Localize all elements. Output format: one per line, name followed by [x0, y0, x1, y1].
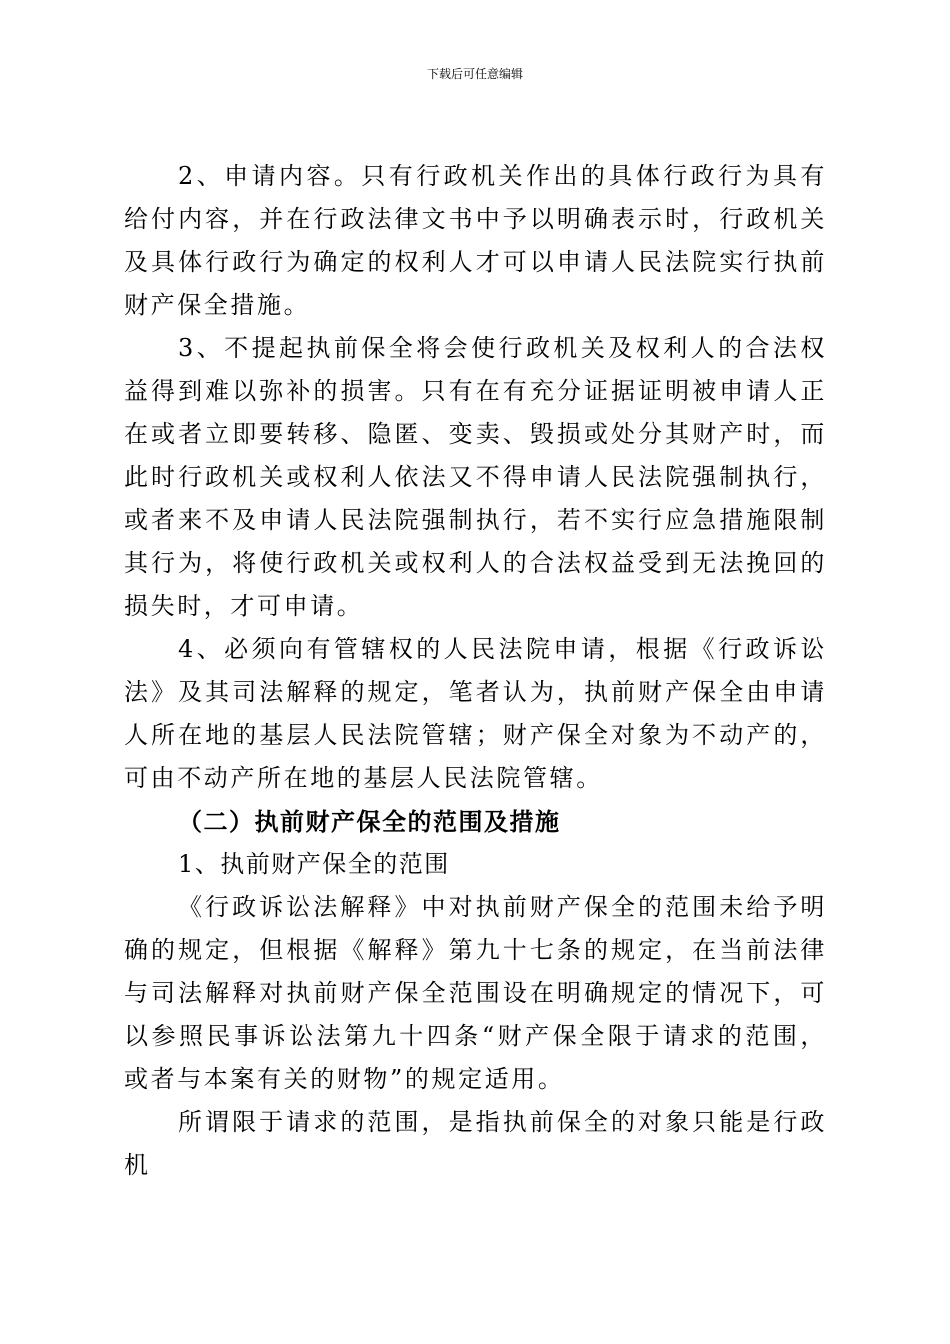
subsection-heading: 1、执前财产保全的范围 — [178, 850, 450, 878]
paragraph-application-content: 2、申请内容。只有行政机关作出的具体行政行为具有给付内容，并在行政法律文书中予以明确表示时，行政机关及具体行政行为确定的权利人才可以申请人民法院实行执前财产保全措施。 — [124, 162, 827, 319]
page-header-note: 下载后可任意编辑 — [426, 67, 523, 81]
document-body — [124, 155, 827, 1187]
paragraph-scope: 《行政诉讼法解释》中对执前财产保全的范围未给予明确的规定，但根据《解释》第九十七条的规定，在当前法律与司法解释对执前财产保全范围设在明确规定的情况下，可以参照民事诉讼法第九十四条“财产保全限于请求的范围，或者与本案有关的财物”的规定适用。 — [124, 893, 827, 1093]
section-heading: （二）执前财产保全的范围及措施 — [178, 807, 561, 836]
paragraph-request-scope: 所谓限于请求的范围，是指执前保全的对象只能是行政机 — [124, 1108, 827, 1179]
paragraph-jurisdiction: 4、必须向有管辖权的人民法院申请，根据《行政诉讼法》及其司法解释的规定，笔者认为，执前财产保全由申请人所在地的基层人民法院管辖；财产保全对象为不动产的，可由不动产所在地的基层人民法院管辖。 — [124, 635, 827, 792]
paragraph-irreparable-harm: 3、不提起执前保全将会使行政机关及权利人的合法权益得到难以弥补的损害。只有在有充分证据证明被申请人正在或者立即要转移、隐匿、变卖、毁损或处分其财产时，而此时行政机关或权利人依法又不得申请人民法院强制执行，或者来不及申请人民法院强制执行，若不实行应急措施限制其行为，将使行政机关或权利人的合法权益受到无法挽回的损失时，才可申请。 — [124, 334, 827, 620]
